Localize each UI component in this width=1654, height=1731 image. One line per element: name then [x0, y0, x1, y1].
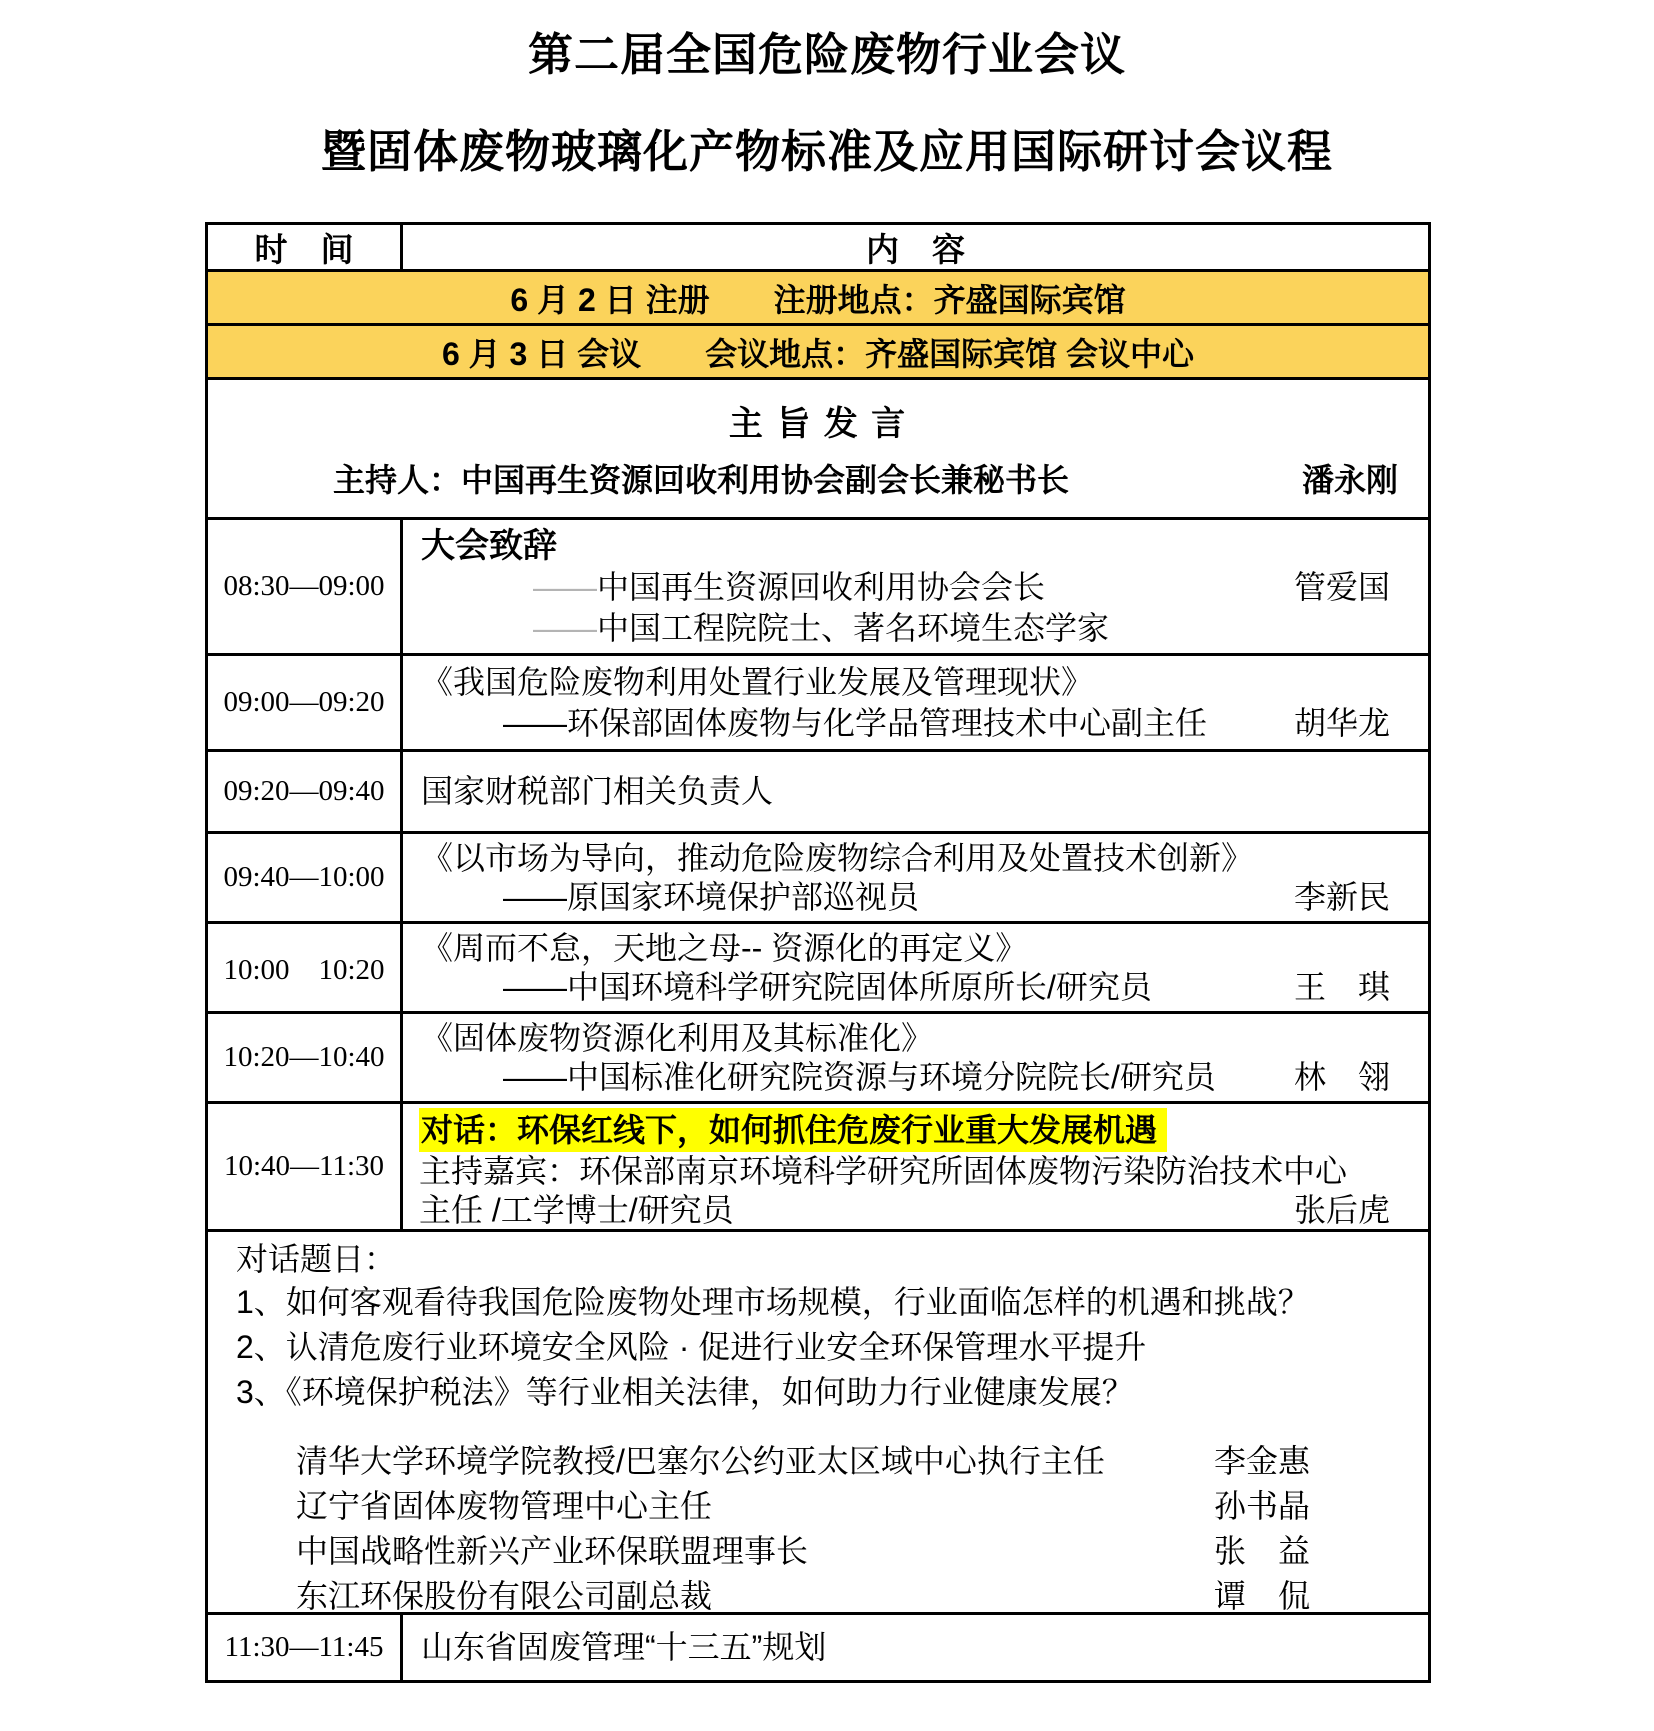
session-row-0900 — [208, 653, 1428, 749]
agenda-table — [205, 222, 1431, 1683]
dash-decoration: —— — [503, 704, 567, 741]
speaker-org: 中国标准化研究院资源与环境分院院长/研究员 — [567, 1058, 1216, 1095]
session-title: 《固体废物资源化利用及其标准化》 — [421, 1019, 934, 1056]
speaker-name: 林 翎 — [1293, 1058, 1390, 1095]
guest-line — [208, 1484, 1428, 1529]
session-row-0920 — [208, 749, 1428, 831]
dialogue-highlight-text: 对话：环保红线下，如何抓住危废行业重大发展机遇 — [419, 1108, 1167, 1152]
guest-name: 张 益 — [1213, 1533, 1310, 1569]
session-time: 09:20—09:40 — [208, 752, 403, 831]
guest-org: 辽宁省固体废物管理中心主任 — [296, 1488, 713, 1524]
session-time: 11:30—11:45 — [208, 1615, 403, 1680]
guest-line — [208, 1574, 1428, 1619]
speaker-line — [403, 704, 1428, 742]
guest-line — [208, 1529, 1428, 1574]
header-time-cell: 时 间 — [208, 225, 403, 269]
speaker-line — [403, 878, 1428, 916]
session-content — [403, 656, 1428, 749]
session-title: 大会致辞 — [421, 526, 557, 565]
guest-line — [208, 1439, 1428, 1484]
session-content — [403, 520, 1428, 653]
session-row-1000 — [208, 921, 1428, 1011]
session-time: 10:20—10:40 — [208, 1014, 403, 1101]
dialogue-topic-1: 1、如何客观看待我国危险废物处理市场规模，行业面临怎样的机遇和挑战？ — [236, 1284, 1310, 1320]
header-content-cell: 内 容 — [866, 230, 965, 268]
document-title-line2: 暨固体废物玻璃化产物标准及应用国际研讨会议程 — [320, 126, 1333, 177]
dialogue-highlight-line — [403, 1108, 1428, 1152]
dash-decoration: —— — [533, 569, 597, 606]
day-row-june2: 6 月 2 日 注册 注册地点：齐盛国际宾馆 — [208, 269, 1428, 323]
speaker-line — [403, 568, 1428, 606]
guest-name: 李金惠 — [1213, 1443, 1310, 1479]
guest-org: 东江环保股份有限公司副总裁 — [296, 1578, 713, 1614]
dash-decoration: —— — [503, 1058, 567, 1095]
keynote-section-row — [208, 377, 1428, 517]
keynote-title: 主 旨 发 言 — [728, 405, 908, 443]
session-row-1130 — [208, 1612, 1428, 1680]
speaker-name: 李新民 — [1293, 878, 1390, 915]
dialogue-host-title: 主任 /工学博士/研究员 — [419, 1191, 734, 1228]
dialogue-host-line: 主持嘉宾：环保部南京环境科学研究所固体废物污染防治技术中心 — [419, 1153, 1348, 1190]
speaker-org: 中国环境科学研究院固体所原所长/研究员 — [567, 968, 1152, 1005]
session-title: 山东省固废管理“十三五”规划 — [421, 1629, 827, 1666]
dialogue-topics-heading: 对话题日： — [236, 1241, 397, 1277]
session-content — [403, 1014, 1428, 1101]
session-time: 10:00 10:20 — [208, 924, 403, 1011]
session-title: 《我国危险废物利用处置行业发展及管理现状》 — [421, 663, 1094, 700]
speaker-org: 原国家环境保护部巡视员 — [567, 878, 920, 915]
speaker-org: 环保部固体废物与化学品管理技术中心副主任 — [567, 704, 1208, 741]
speaker-name: 管爱国 — [1293, 569, 1390, 606]
session-row-0940 — [208, 831, 1428, 921]
speaker-line — [403, 1058, 1428, 1096]
session-title: 《周而不怠，天地之母-- 资源化的再定义》 — [421, 929, 1028, 966]
dialogue-host-title-line — [403, 1191, 1428, 1229]
session-content — [403, 924, 1428, 1011]
session-time: 09:00—09:20 — [208, 656, 403, 749]
dash-decoration: —— — [533, 609, 597, 646]
speaker-name: 胡华龙 — [1293, 704, 1390, 741]
session-title: 国家财税部门相关负责人 — [421, 773, 774, 810]
document-title-block — [0, 18, 1654, 180]
speaker-line — [403, 968, 1428, 1006]
dash-decoration: —— — [503, 968, 567, 1005]
guest-org: 清华大学环境学院教授/巴塞尔公约亚太区域中心执行主任 — [296, 1443, 1105, 1479]
speaker-name: 张后虎 — [1293, 1191, 1390, 1228]
session-content — [403, 1104, 1428, 1229]
session-content — [403, 752, 1428, 831]
session-time: 10:40—11:30 — [208, 1104, 403, 1229]
session-content — [403, 1615, 1428, 1680]
guest-org: 中国战略性新兴产业环保联盟理事长 — [296, 1533, 809, 1569]
guest-name: 谭 侃 — [1213, 1578, 1310, 1614]
dialogue-topic-3: 3、《环境保护税法》等行业相关法律，如何助力行业健康发展？ — [236, 1374, 1134, 1410]
dialogue-guest-list — [208, 1439, 1428, 1619]
keynote-host-label: 主持人：中国再生资源回收利用协会副会长兼秘书长 — [333, 462, 1070, 498]
dash-decoration: —— — [503, 878, 567, 915]
session-row-1040 — [208, 1101, 1428, 1229]
table-header-row — [208, 225, 1428, 269]
speaker-line — [403, 609, 1428, 647]
document-title-line1: 第二届全国危险废物行业会议 — [527, 29, 1126, 80]
keynote-host-name: 潘永刚 — [1301, 462, 1398, 498]
keynote-host-line — [208, 455, 1428, 501]
speaker-name: 王 琪 — [1293, 968, 1390, 1005]
guest-name: 孙书晶 — [1213, 1488, 1310, 1524]
day-row-june3: 6 月 3 日 会议 会议地点：齐盛国际宾馆 会议中心 — [208, 323, 1428, 377]
session-time: 08:30—09:00 — [208, 520, 403, 653]
session-row-1020 — [208, 1011, 1428, 1101]
speaker-org: 中国工程院院士、著名环境生态学家 — [597, 609, 1110, 646]
session-time: 09:40—10:00 — [208, 834, 403, 921]
session-title: 《以市场为导向，推动危险废物综合利用及处置技术创新》 — [421, 839, 1254, 876]
speaker-org: 中国再生资源回收利用协会会长 — [597, 569, 1046, 606]
session-row-0830 — [208, 517, 1428, 653]
dialogue-topics-block — [208, 1229, 1428, 1612]
dialogue-topic-2: 2、认清危废行业环境安全风险 · 促进行业安全环保管理水平提升 — [236, 1329, 1147, 1365]
session-content — [403, 834, 1428, 921]
